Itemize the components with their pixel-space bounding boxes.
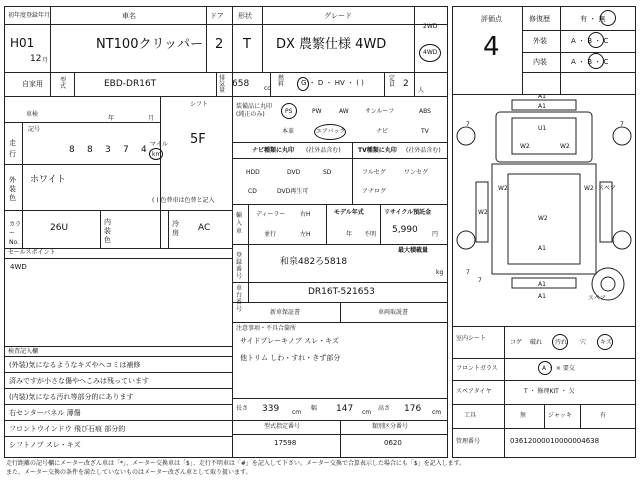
plate-label: 登録番号 [236,252,243,280]
front-glass-value: A ・ × 要交 [542,365,575,372]
mileage-digit: 8 [87,145,93,155]
model-value: EBD-DR16T [104,79,157,89]
notes-line: 他トリム しわ・すれ・きず部分 [240,354,341,362]
tv-type-label: TV種類に丸印 [358,147,397,154]
exterior-grade-options: A ・ B ・ C [571,37,609,45]
mark-a1-back: A1 [538,293,546,300]
score-label: 評価点 [481,15,502,23]
km-label: km [152,151,162,158]
interior-b-circle [588,53,604,69]
capacity-unit: 人 [418,87,425,94]
inspector-note-line: 済みですが小さな傷やへこみは残っています [9,377,149,385]
mark-w2-e: W2 [538,215,548,222]
shift-label: シフト [190,101,209,108]
inspector-note-line: フロントウインドウ 飛び石痕 部分的 [9,425,126,433]
drive-2wd: 2WD [423,23,438,30]
use-type: 自家用 [22,80,43,88]
mark-7-fr: 7 [620,121,624,128]
equipment-item: ナビ [376,128,389,135]
exterior-color-value: ホワイト [30,175,66,185]
equipment-item: サンルーフ [365,108,395,115]
interior-color-label: 内装色 [104,218,111,244]
fuel-options: G ・ D ・ HV ・ ( ) [301,79,364,87]
exterior-color-label: 外装色 [9,176,16,202]
length-label: 長さ [236,405,249,412]
repair-history-label: 修復歴 [529,15,550,23]
footer-line-1: 走行距離の記号欄にメーター改ざん車は「*」、メーター交換車は「$」、走行不明車は「#」を記入して下さい。メーター交換で合算表示した場合にも「$」を記入します。 [6,460,466,467]
rear-right-wheel-shape [613,231,631,249]
height-value: 176 [404,404,422,414]
equipment-item: 本革 [282,128,295,135]
first-registration-year: H01 [10,36,35,50]
mile-label: マイル [150,141,168,148]
notes-label: 注意事項・不具合箇所 [236,325,297,332]
class-number-value: 0620 [384,439,402,447]
chassis-value: DR16T-521653 [308,287,375,297]
front-right-wheel-shape [613,127,631,145]
inspector-note-line: (外装)気になるようなキズやヘコミは補修 [9,361,141,369]
equipment-item: PW [312,108,322,115]
spare-tire-hub-shape [601,277,615,291]
navi-type-sublabel: (社外品含む) [306,147,341,154]
interior-sheet-item: キズ [600,339,612,346]
navi-item: HDD [246,169,260,176]
mark-w2-b: W2 [560,143,570,150]
repair-history-options: 有 ・ 無 [580,15,606,23]
fuel-label: 燃料 [278,75,285,88]
shift-value: 5F [190,132,206,147]
model-label: 型式 [60,77,67,90]
equipment-item: PS [285,108,293,115]
mileage-digit: 7 [123,145,129,155]
mark-w2-a: W2 [520,143,530,150]
mark-w2-d: W2 [584,185,594,192]
recycle-fee-label: リサイクル預託金 [384,209,432,216]
tv-type-sublabel: (社外品含む) [406,147,441,154]
equipment-sublabel: (純正のみ) [236,111,265,118]
equipment-item: ABS [419,108,431,115]
mileage-digit: 3 [105,145,111,155]
navi-item: CD [248,188,257,195]
jack-value: 有 [600,412,607,419]
month-unit: 月 [42,57,49,64]
class-number-label: 類別区分番号 [372,423,409,430]
interior-sheet-label: 室内シート [456,335,487,342]
shape-value: T [243,37,251,52]
equipment-item: AW [339,108,349,115]
mileage-symbol-label: 記号 [28,126,41,133]
tv-item: フルセグ [362,169,386,176]
repair-none-circle [600,10,616,26]
footer-line-2: また、メーター交換の条件を満たしていないものはメーター改ざん車として取り扱います。 [6,469,252,476]
capacity-label: 定員 [389,75,396,88]
equipment-item: エアバック [316,128,346,135]
cc-value: 658 [232,79,250,89]
tools-value: 無 [520,412,527,419]
tv-item: アナログ [362,188,387,195]
vehicle-manual-label: 車両取説書 [378,309,409,316]
mileage-digit: 4 [141,145,147,155]
exterior-b-circle [588,32,604,48]
sales-point-label: セールスポイント [8,249,56,256]
mark-7-rl: 7 [466,269,470,276]
interior-sheet-item: 穴 [580,339,587,346]
mark-a1-rear: A1 [538,281,546,288]
exterior-grade-label: 外装 [533,37,547,45]
inspection-label: 車検 [26,111,39,118]
damage-diagram [452,94,636,324]
tv-item: ワンセグ [404,169,429,176]
model-year-unit: 年 [346,231,353,238]
mark-7-rl2: 7 [478,277,482,284]
sheet-main [4,6,448,458]
inspector-notes-label: 検査記入欄 [8,348,39,355]
model-year-unknown: 不明 [364,231,377,238]
inspector-note-line: シフトノブ スレ・キズ [9,441,81,449]
shape-label: 形状 [238,12,252,20]
import-left-hand: 左H [300,231,311,238]
interior-grade-options: A ・ B ・ C [571,58,609,66]
inspection-month-unit: 月 [148,115,155,122]
interior-grade-label: 内装 [533,58,547,66]
inspector-note-line: (内装)気になる汚れ等部分的にあります [9,393,134,401]
spare-tire-label: スペアタイヤ [456,388,492,395]
max-load-unit: kg [436,269,444,276]
rear-left-wheel-shape [457,231,475,249]
inspector-note-line: 右センターパネル 薄傷 [9,409,81,417]
score-value: 4 [483,32,500,62]
length-unit: cm [292,409,302,416]
mark-w2-c: W2 [498,185,508,192]
max-load-label: 最大積載量 [398,247,429,254]
doors-label: ドア [210,12,224,20]
capacity-value: 2 [403,79,409,89]
mark-a1-grille: A1 [538,103,546,110]
model-year-label: モデル年式 [334,209,364,216]
management-number-value: 03612000010000004638 [510,437,600,445]
doors-value: 2 [215,37,224,52]
front-glass-label: フロントガラス [456,365,498,372]
car-name-label: 車名 [122,12,136,20]
interior-sheet-item: 汚れ [555,339,568,346]
car-name: NT100クリッパー [96,37,203,52]
first-registration-month: 12 [30,54,42,64]
cc-unit: cc [264,85,271,92]
mileage-digit: 8 [69,145,75,155]
navi-item: SD [323,169,332,176]
import-right-hand: 右H [300,211,311,218]
spare-label-2: スペア [588,295,607,302]
import-label: 輸入車 [236,212,243,235]
color-no-value: 26U [50,223,69,233]
mark-7-fl: 7 [466,121,470,128]
interior-sheet-item: コゲ [510,339,523,346]
width-unit: cm [362,409,372,416]
jack-label: ジャッキ [548,412,572,419]
recycle-fee-value: 5,990 [392,225,418,235]
width-label: 幅 [311,405,318,412]
grade-label: グレード [324,12,352,20]
color-no-label: カラーNo. [9,221,22,246]
height-unit: cm [432,409,442,416]
width-value: 147 [336,404,354,414]
cc-label: 排気量 [219,75,226,94]
type-number-label: 型式指定番号 [264,423,301,430]
navi-item: DVD再生可 [277,188,309,195]
navi-item: DVD [287,169,301,176]
spare-label: スペア [598,185,617,192]
equipment-item: TV [421,128,429,135]
ac-value: AC [198,223,211,233]
length-value: 339 [262,404,280,414]
drive-4wd: 4WD [423,49,438,56]
recycle-fee-unit: 円 [432,231,439,238]
import-dealer: ディーラー [256,211,286,218]
notes-line: サイドブレーキノブ スレ・キズ [240,337,339,345]
sales-point-value: 4WD [10,263,27,271]
navi-type-label: ナビ種類に丸印 [252,147,295,154]
tools-label: 工具 [464,412,477,419]
management-number-label: 管理番号 [456,438,481,445]
chassis-label: 車台番号 [236,285,243,313]
grade-value: DX 農繁仕様 4WD [276,37,387,52]
import-parallel: 並行 [264,231,277,238]
ac-label: 冷房 [172,220,179,237]
mark-w2-f: W2 [478,209,488,216]
new-car-warranty-label: 新車保証書 [270,309,301,316]
mark-a1-bed: A1 [538,245,546,252]
first-registration-label: 初年度登録年月 [8,12,51,19]
mileage-label: 走行 [9,139,16,158]
plate-value: 和泉482ろ5818 [280,257,348,267]
type-number-value: 17598 [274,439,297,447]
front-left-wheel-shape [457,127,475,145]
spare-tire-value: T ・ 修理KIT ・ 欠 [524,388,575,395]
interior-sheet-item: 破れ [530,339,543,346]
height-label: 高さ [378,405,391,412]
color-change-note: ( ) 色替車は色替と記入 [152,197,215,204]
mark-a1-front: A1 [538,94,546,100]
mark-u1: U1 [538,125,547,132]
equipment-label: 装備品に丸印 [236,103,273,110]
inspection-year-unit: 年 [108,115,115,122]
